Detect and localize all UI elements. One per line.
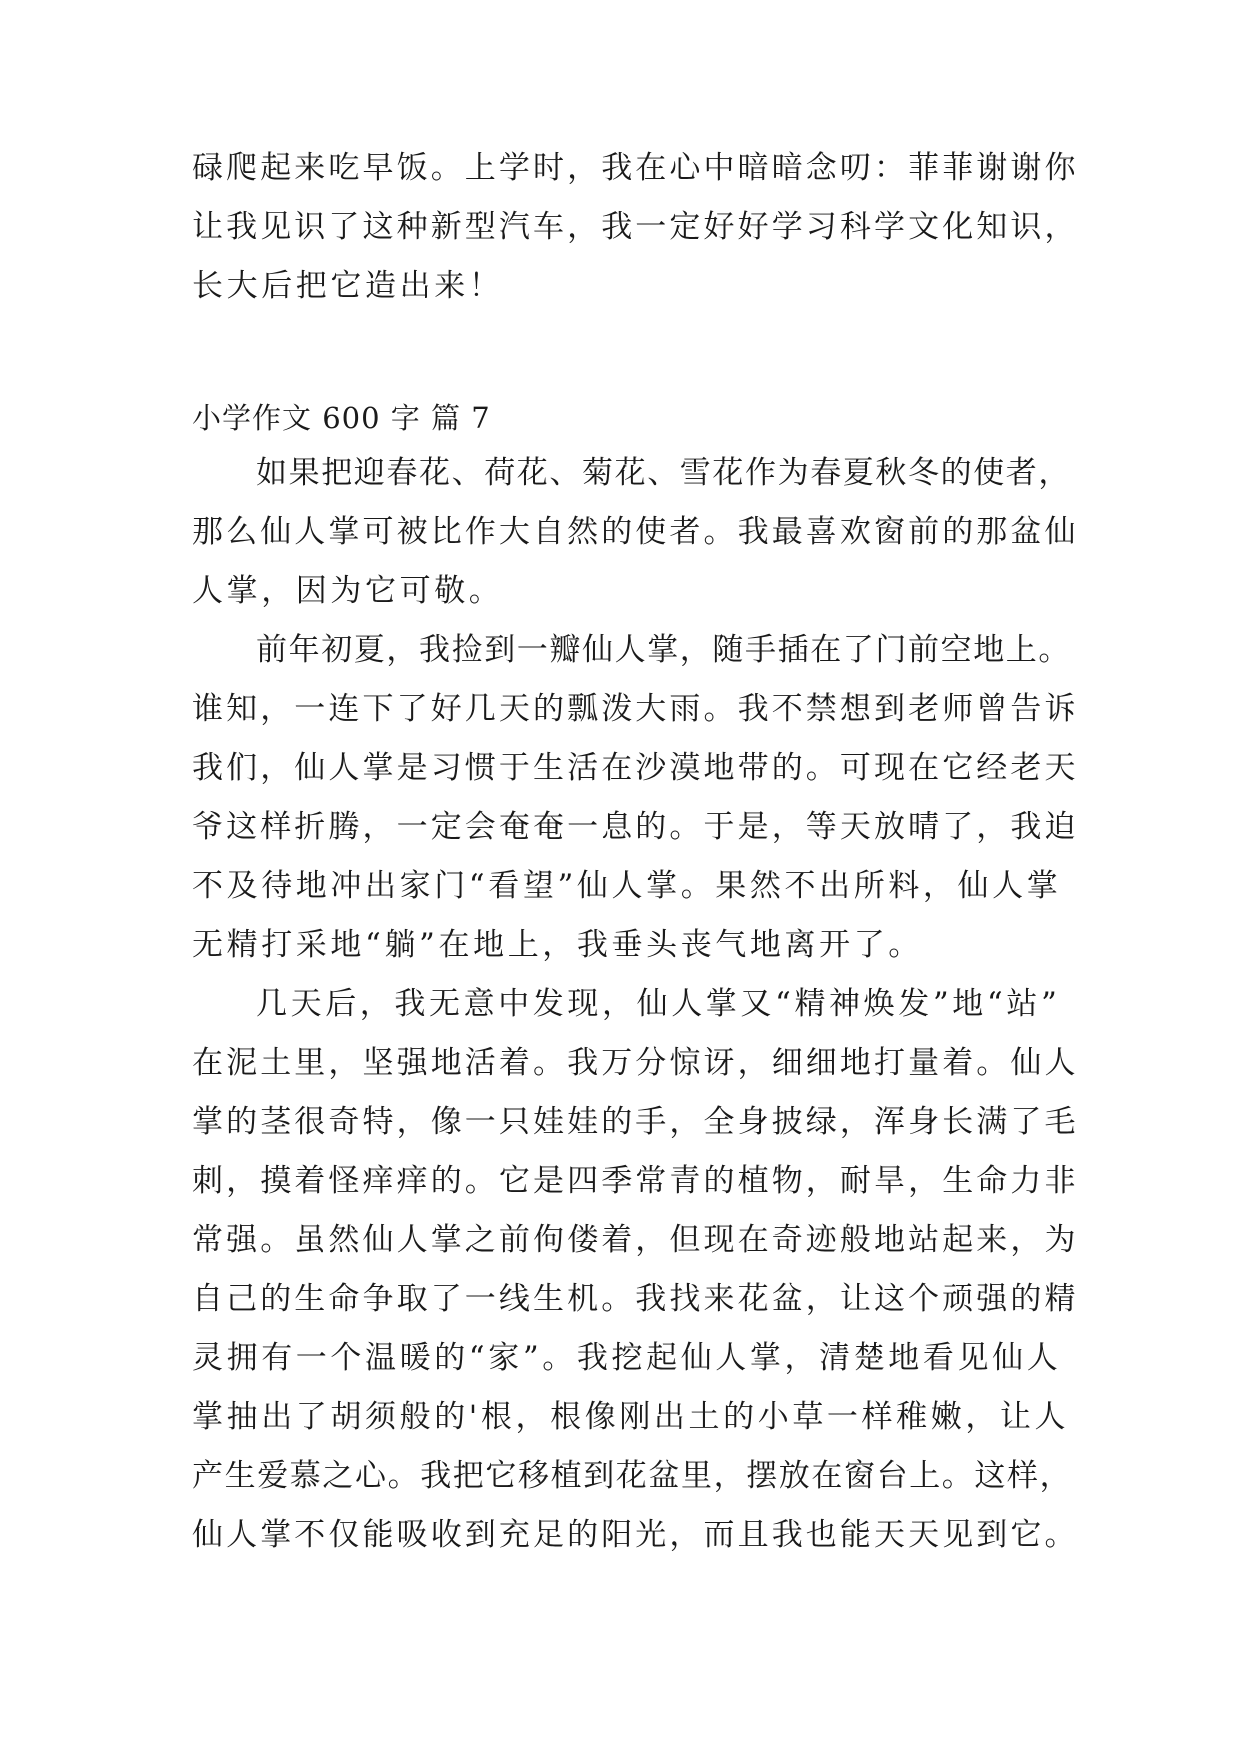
text-line: 灵拥有一个温暖的“家”。我挖起仙人掌，清楚地看见仙人 xyxy=(192,1340,1062,1376)
text-line: 仙人掌不仅能吸收到充足的阳光，而且我也能天天见到它。 xyxy=(192,1517,1079,1553)
text-line: 刺，摸着怪痒痒的。它是四季常青的植物，耐旱，生命力非 xyxy=(192,1163,1079,1199)
text-line: 自己的生命争取了一线生机。我找来花盆，让这个顽强的精 xyxy=(192,1281,1079,1317)
text-line: 我们，仙人掌是习惯于生活在沙漠地带的。可现在它经老天 xyxy=(192,750,1079,786)
text-line: 常强。虽然仙人掌之前佝偻着，但现在奇迹般地站起来，为 xyxy=(192,1222,1079,1258)
text-line: 谁知，一连下了好几天的瓢泼大雨。我不禁想到老师曾告诉 xyxy=(192,691,1079,727)
text-line: 在泥土里，坚强地活着。我万分惊讶，细细地打量着。仙人 xyxy=(192,1045,1079,1081)
text-line: 几天后，我无意中发现，仙人掌又“精神焕发”地“站” xyxy=(256,986,1061,1022)
text-line: 掌的茎很奇特，像一只娃娃的手，全身披绿，浑身长满了毛 xyxy=(192,1104,1079,1140)
text-line: 不及待地冲出家门“看望”仙人掌。果然不出所料，仙人掌 xyxy=(192,868,1062,904)
text-line: 长大后把它造出来！ xyxy=(192,268,504,304)
text-line: 碌爬起来吃早饭。上学时，我在心中暗暗念叨：菲菲谢谢你 xyxy=(192,150,1079,186)
text-line: 人掌，因为它可敬。 xyxy=(192,573,504,609)
text-line: 爷这样折腾，一定会奄奄一息的。于是，等天放晴了，我迫 xyxy=(192,809,1079,845)
text-line: 无精打采地“躺”在地上，我垂头丧气地离开了。 xyxy=(192,927,923,963)
text-line: 让我见识了这种新型汽车，我一定好好学习科学文化知识， xyxy=(192,209,1079,245)
text-line: 掌抽出了胡须般的'根，根像刚出土的小草一样稚嫩，让人 xyxy=(192,1399,1070,1435)
text-line: 前年初夏，我捡到一瓣仙人掌，随手插在了门前空地上。 xyxy=(256,632,1071,668)
section-heading: 小学作文 600 字 篇 7 xyxy=(192,401,491,435)
text-line: 产生爱慕之心。我把它移植到花盆里，摆放在窗台上。这样， xyxy=(192,1458,1073,1494)
text-line: 如果把迎春花、荷花、菊花、雪花作为春夏秋冬的使者， xyxy=(256,455,1071,491)
text-line: 那么仙人掌可被比作大自然的使者。我最喜欢窗前的那盆仙 xyxy=(192,514,1079,550)
